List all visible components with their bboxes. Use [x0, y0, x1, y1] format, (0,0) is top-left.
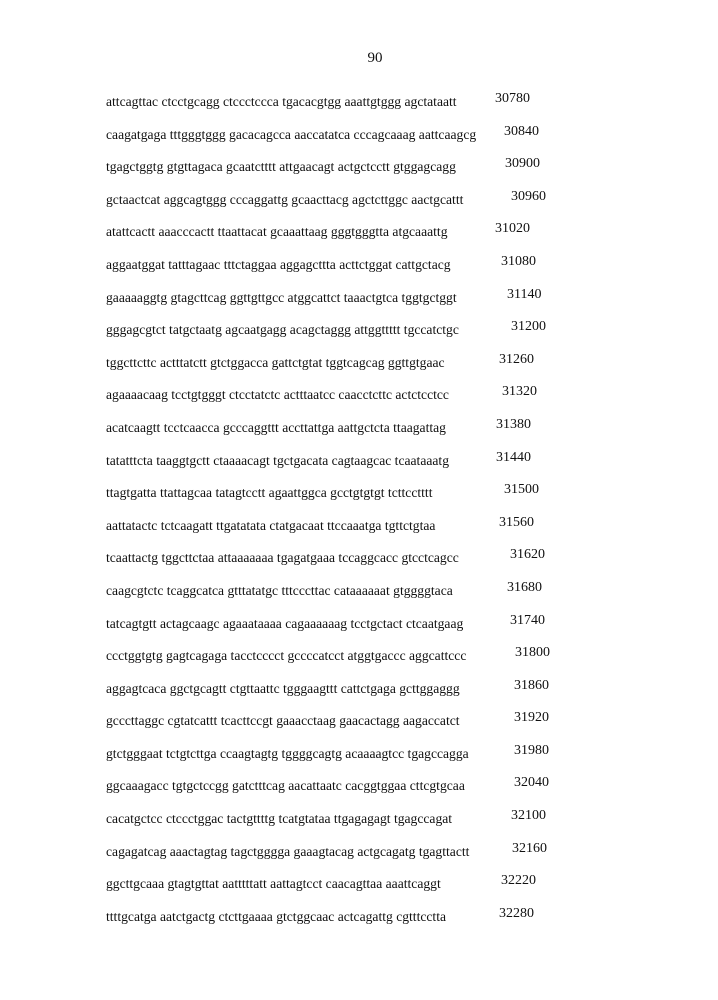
sequence-position-number: 31320 — [502, 384, 537, 400]
sequence-line — [106, 385, 586, 418]
sequence-line — [106, 516, 586, 549]
sequence-line — [106, 581, 586, 614]
sequence-line — [106, 255, 586, 288]
sequence-position-number: 31620 — [510, 547, 545, 563]
sequence-position-number: 30900 — [505, 156, 540, 172]
sequence-text: caagatgaga tttgggtggg gacacagcca aaccatatca cccagcaaag aattcaagcg — [106, 126, 477, 142]
sequence-text: agaaaacaag tcctgtgggt ctcctatctc actttaatcc caacctcttc actctcctcc — [106, 387, 449, 403]
sequence-line — [106, 125, 586, 158]
sequence-position-number: 31440 — [496, 449, 531, 465]
sequence-position-number: 31080 — [501, 253, 536, 269]
sequence-line — [106, 320, 586, 353]
sequence-line — [106, 451, 586, 484]
sequence-text: attcagttac ctcctgcagg ctccctccca tgacacgtgg aaattgtggg agctataatt — [106, 94, 457, 109]
sequence-position-number: 30840 — [504, 123, 539, 139]
sequence-line — [106, 776, 586, 809]
sequence-text: tatatttcta taaggtgctt ctaaaacagt tgctgacata cagtaagcac tcaataaatg — [106, 452, 449, 468]
sequence-line — [106, 907, 586, 940]
sequence-text: tatcagtgtt actagcaagc agaaataaaa cagaaaaaag tcctgctact ctcaatgaag — [106, 615, 464, 631]
sequence-position-number: 32160 — [512, 840, 547, 856]
sequence-text: aggagtcaca ggctgcagtt ctgttaattc tgggaagttt cattctgaga gcttggaggg — [106, 680, 460, 696]
sequence-text: ggcttgcaaa gtagtgttat aatttttatt aattagtcct caacagttaa aaattcaggt — [106, 876, 441, 892]
sequence-position-number: 30960 — [511, 188, 546, 204]
sequence-position-number: 31920 — [514, 710, 549, 726]
sequence-text: gctaactcat aggcagtggg cccaggattg gcaacttacg agctcttggc aactgcattt — [106, 191, 464, 207]
sequence-text: ccctggtgtg gagtcagaga tacctcccct gccccatcct atggtgaccc aggcattccc — [106, 648, 467, 664]
sequence-text: aattatactc tctcaagatt ttgatatata ctatgacaat ttccaaatga tgttctgtaa — [106, 517, 436, 533]
sequence-line — [106, 190, 586, 223]
sequence-line — [106, 711, 586, 744]
sequence-position-number: 31800 — [515, 645, 550, 661]
sequence-position-number: 31860 — [514, 677, 549, 693]
sequence-line — [106, 548, 586, 581]
sequence-position-number: 31260 — [499, 351, 534, 367]
sequence-text: tcaattactg tggcttctaa attaaaaaaa tgagatgaaa tccaggcacc gtcctcagcc — [106, 550, 459, 566]
sequence-position-number: 31500 — [504, 482, 539, 498]
sequence-text: gtctgggaat tctgtcttga ccaagtagtg tggggcagtg acaaaagtcc tgagccagga — [106, 745, 469, 761]
sequence-text: gggagcgtct tatgctaatg agcaatgagg acagctaggg attggttttt tgccatctgc — [106, 322, 459, 338]
sequence-line — [106, 157, 586, 190]
sequence-text: ttttgcatga aatctgactg ctcttgaaaa gtctggcaac actcagattg cgtttcctta — [106, 908, 447, 924]
sequence-position-number: 31380 — [496, 416, 531, 432]
sequence-position-number: 31680 — [507, 579, 542, 595]
sequence-line — [106, 679, 586, 712]
sequence-position-number: 32100 — [511, 808, 546, 824]
sequence-position-number: 31980 — [514, 742, 549, 758]
sequence-text: tgagctggtg gtgttagaca gcaatctttt attgaacagt actgctcctt gtggagcagg — [106, 159, 456, 175]
sequence-position-number: 32280 — [499, 905, 534, 921]
sequence-text: atattcactt aaacccactt ttaattacat gcaaattaag gggtgggtta atgcaaattg — [106, 224, 448, 240]
sequence-text: tggcttcttc actttatctt gtctggacca gattctgtat tggtcagcag ggttgtgaac — [106, 354, 445, 370]
sequence-line — [106, 418, 586, 451]
sequence-text: aggaatggat tatttagaac tttctaggaa aggagcttta acttctggat cattgctacg — [106, 256, 451, 272]
sequence-line — [106, 483, 586, 516]
sequence-text: cacatgctcc ctccctggac tactgttttg tcatgtataa ttgagagagt tgagccagat — [106, 811, 453, 827]
sequence-line — [106, 809, 586, 842]
sequence-position-number: 32040 — [514, 775, 549, 791]
sequence-listing — [106, 92, 586, 939]
sequence-line — [106, 842, 586, 875]
sequence-line — [106, 222, 586, 255]
sequence-text: gaaaaaggtg gtagcttcag ggttgttgcc atggcattct taaactgtca tggtgctggt — [106, 289, 457, 305]
sequence-line — [106, 288, 586, 321]
sequence-position-number: 31560 — [499, 514, 534, 530]
sequence-text: ttagtgatta ttattagcaa tatagtcctt agaattggca gcctgtgtgt tcttcctttt — [106, 485, 433, 501]
sequence-position-number: 31200 — [511, 319, 546, 335]
sequence-position-number: 31740 — [510, 612, 545, 628]
sequence-position-number: 32220 — [501, 873, 536, 889]
sequence-position-number: 31140 — [507, 286, 542, 302]
sequence-position-number: 30780 — [495, 91, 530, 106]
sequence-text: cagagatcag aaactagtag tagctgggga gaaagtacag actgcagatg tgagttactt — [106, 843, 470, 859]
sequence-text: caagcgtctc tcaggcatca gtttatatgc tttcccttac cataaaaaat gtggggtaca — [106, 582, 453, 598]
sequence-text: ggcaaagacc tgtgctccgg gatctttcag aacattaatc cacggtggaa cttcgtgcaa — [106, 778, 465, 794]
sequence-line — [106, 646, 586, 679]
sequence-line — [106, 353, 586, 386]
sequence-line — [106, 744, 586, 777]
sequence-line — [106, 92, 586, 125]
page-number: 90 — [367, 50, 383, 66]
sequence-line — [106, 874, 586, 907]
sequence-line — [106, 614, 586, 647]
sequence-text: gcccttaggc cgtatcattt tcacttccgt gaaacctaag gaacactagg aagaccatct — [106, 713, 460, 729]
sequence-text: acatcaagtt tcctcaacca gcccaggttt accttattga aattgctcta ttaagattag — [106, 419, 446, 435]
sequence-position-number: 31020 — [495, 221, 530, 237]
